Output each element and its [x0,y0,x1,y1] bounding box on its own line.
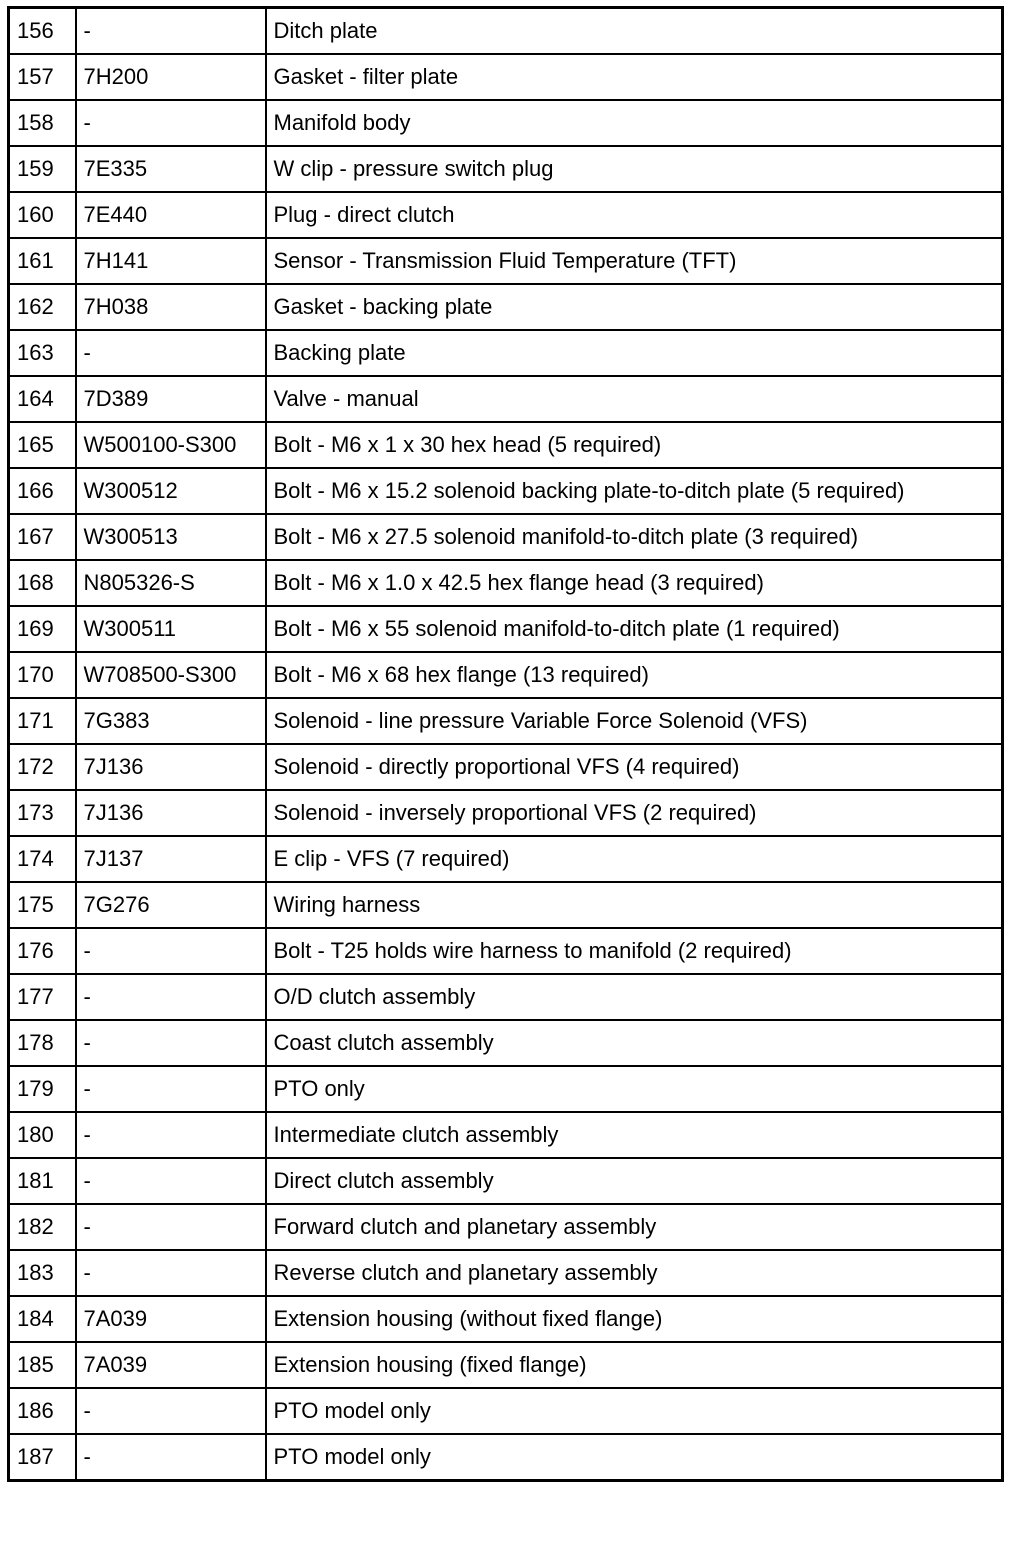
part-number-cell: 7H141 [76,238,266,284]
item-number-cell: 169 [9,606,76,652]
description-cell: Solenoid - directly proportional VFS (4 required) [266,744,1003,790]
item-number-cell: 179 [9,1066,76,1112]
parts-table [7,6,1004,1482]
part-number-cell: - [76,100,266,146]
item-number-cell: 171 [9,698,76,744]
item-number-cell: 180 [9,1112,76,1158]
description-cell: PTO only [266,1066,1003,1112]
item-number-cell: 168 [9,560,76,606]
table-row [9,376,1003,422]
table-row [9,1066,1003,1112]
item-number-cell: 164 [9,376,76,422]
table-row [9,928,1003,974]
table-row [9,238,1003,284]
part-number-cell: - [76,8,266,55]
part-number-cell: 7H038 [76,284,266,330]
item-number-cell: 158 [9,100,76,146]
part-number-cell: 7E335 [76,146,266,192]
table-row [9,1112,1003,1158]
part-number-cell: 7D389 [76,376,266,422]
part-number-cell: W300511 [76,606,266,652]
part-number-cell: 7H200 [76,54,266,100]
part-number-cell: 7A039 [76,1342,266,1388]
part-number-cell: - [76,1020,266,1066]
part-number-cell: 7E440 [76,192,266,238]
item-number-cell: 167 [9,514,76,560]
description-cell: Ditch plate [266,8,1003,55]
item-number-cell: 183 [9,1250,76,1296]
table-row [9,974,1003,1020]
item-number-cell: 186 [9,1388,76,1434]
item-number-cell: 161 [9,238,76,284]
part-number-cell: W708500-S300 [76,652,266,698]
item-number-cell: 162 [9,284,76,330]
description-cell: W clip - pressure switch plug [266,146,1003,192]
item-number-cell: 175 [9,882,76,928]
table-row [9,652,1003,698]
table-row [9,1020,1003,1066]
item-number-cell: 181 [9,1158,76,1204]
table-row [9,468,1003,514]
description-cell: Bolt - M6 x 1 x 30 hex head (5 required) [266,422,1003,468]
table-row [9,514,1003,560]
part-number-cell: - [76,974,266,1020]
part-number-cell: 7J137 [76,836,266,882]
part-number-cell: - [76,1066,266,1112]
part-number-cell: 7J136 [76,790,266,836]
part-number-cell: W500100-S300 [76,422,266,468]
description-cell: Bolt - M6 x 1.0 x 42.5 hex flange head (3 required) [266,560,1003,606]
description-cell: Sensor - Transmission Fluid Temperature (TFT) [266,238,1003,284]
table-row [9,330,1003,376]
part-number-cell: - [76,1388,266,1434]
description-cell: Valve - manual [266,376,1003,422]
item-number-cell: 166 [9,468,76,514]
description-cell: O/D clutch assembly [266,974,1003,1020]
item-number-cell: 185 [9,1342,76,1388]
part-number-cell: 7G383 [76,698,266,744]
part-number-cell: - [76,1158,266,1204]
parts-table-body [9,8,1003,1481]
description-cell: Solenoid - inversely proportional VFS (2 required) [266,790,1003,836]
item-number-cell: 172 [9,744,76,790]
description-cell: Forward clutch and planetary assembly [266,1204,1003,1250]
description-cell: Manifold body [266,100,1003,146]
item-number-cell: 178 [9,1020,76,1066]
part-number-cell: - [76,1250,266,1296]
item-number-cell: 163 [9,330,76,376]
table-row [9,8,1003,55]
item-number-cell: 159 [9,146,76,192]
table-row [9,1296,1003,1342]
item-number-cell: 174 [9,836,76,882]
description-cell: Extension housing (fixed flange) [266,1342,1003,1388]
item-number-cell: 182 [9,1204,76,1250]
table-row [9,100,1003,146]
description-cell: Plug - direct clutch [266,192,1003,238]
table-row [9,1250,1003,1296]
description-cell: PTO model only [266,1388,1003,1434]
part-number-cell: - [76,1112,266,1158]
description-cell: Bolt - M6 x 68 hex flange (13 required) [266,652,1003,698]
item-number-cell: 176 [9,928,76,974]
part-number-cell: - [76,1204,266,1250]
table-row [9,1388,1003,1434]
part-number-cell: 7A039 [76,1296,266,1342]
description-cell: Wiring harness [266,882,1003,928]
table-row [9,192,1003,238]
table-row [9,698,1003,744]
table-row [9,836,1003,882]
description-cell: Bolt - T25 holds wire harness to manifold (2 required) [266,928,1003,974]
table-row [9,744,1003,790]
description-cell: Bolt - M6 x 27.5 solenoid manifold-to-ditch plate (3 required) [266,514,1003,560]
item-number-cell: 184 [9,1296,76,1342]
table-row [9,54,1003,100]
part-number-cell: 7G276 [76,882,266,928]
part-number-cell: W300512 [76,468,266,514]
part-number-cell: W300513 [76,514,266,560]
description-cell: Backing plate [266,330,1003,376]
part-number-cell: - [76,1434,266,1481]
table-row [9,422,1003,468]
description-cell: Extension housing (without fixed flange) [266,1296,1003,1342]
item-number-cell: 157 [9,54,76,100]
part-number-cell: 7J136 [76,744,266,790]
description-cell: Bolt - M6 x 15.2 solenoid backing plate-to-ditch plate (5 required) [266,468,1003,514]
table-row [9,1342,1003,1388]
item-number-cell: 177 [9,974,76,1020]
item-number-cell: 160 [9,192,76,238]
item-number-cell: 156 [9,8,76,55]
item-number-cell: 165 [9,422,76,468]
item-number-cell: 173 [9,790,76,836]
description-cell: E clip - VFS (7 required) [266,836,1003,882]
description-cell: Gasket - backing plate [266,284,1003,330]
table-row [9,606,1003,652]
table-row [9,284,1003,330]
description-cell: Coast clutch assembly [266,1020,1003,1066]
table-row [9,882,1003,928]
table-row [9,1158,1003,1204]
description-cell: PTO model only [266,1434,1003,1481]
description-cell: Gasket - filter plate [266,54,1003,100]
part-number-cell: N805326-S [76,560,266,606]
part-number-cell: - [76,928,266,974]
table-row [9,1434,1003,1481]
table-row [9,790,1003,836]
item-number-cell: 170 [9,652,76,698]
description-cell: Reverse clutch and planetary assembly [266,1250,1003,1296]
description-cell: Direct clutch assembly [266,1158,1003,1204]
part-number-cell: - [76,330,266,376]
description-cell: Intermediate clutch assembly [266,1112,1003,1158]
description-cell: Bolt - M6 x 55 solenoid manifold-to-ditch plate (1 required) [266,606,1003,652]
description-cell: Solenoid - line pressure Variable Force Solenoid (VFS) [266,698,1003,744]
table-row [9,1204,1003,1250]
table-row [9,146,1003,192]
table-row [9,560,1003,606]
item-number-cell: 187 [9,1434,76,1481]
